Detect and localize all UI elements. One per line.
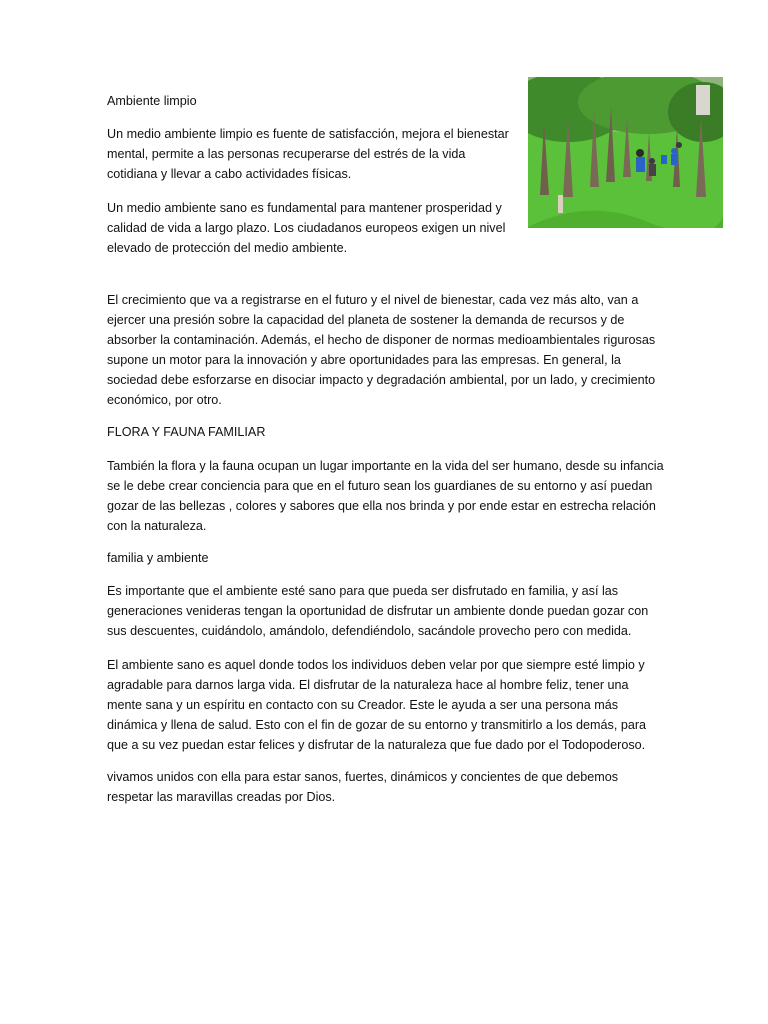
document-heading: Ambiente limpio <box>107 94 197 108</box>
intro-paragraph-2: Un medio ambiente sano es fundamental para mantener prosperidad y calidad de vida a largo plazo. Los ciudadanos europeos exigen un nivel elevado de protección del medio ambiente. <box>107 201 506 255</box>
flora-paragraph: También la flora y la fauna ocupan un lugar importante en la vida del ser humano, desde su infancia se le debe crear conciencia para que en el futuro sean los guardianes de su entorno y así puedan gozar de las bellezas , colores y sabores que ella nos brinda y por ende estar en estrecha relación con la naturaleza. <box>107 459 664 533</box>
family-paragraph-1: Es importante que el ambiente esté sano para que pueda ser disfrutado en familia, y así las generaciones venideras tengan la oportunidad de disfrutar un ambiente donde puedan gozar con sus descuentes, cuidándolo, amándolo, defendiéndolo, sacándole provecho pero con medida. <box>107 584 649 638</box>
family-paragraph-2: El ambiente sano es aquel donde todos los individuos deben velar por que siempre esté limpio y agradable para darnos larga vida. El disfrutar de la naturaleza hace al hombre feliz, tener una mente sana y un espíritu en contacto con su Creador. Este le ayuda a ser una persona más dinámica y llena de salud. Esto con el fin de gozar de su entorno y transmitirlo a los demás, para que a su vez puedan estar felices y disfrutar de la naturaleza que fue dado por el Todopoderoso. <box>107 658 647 752</box>
growth-paragraph: El crecimiento que va a registrarse en el futuro y el nivel de bienestar, cada vez más alto, van a ejercer una presión sobre la capacidad del planeta de sostener la demanda de recursos y de absorber la contaminación. Además, el hecho de disponer de normas medioambientales rigurosas supone un motor para la innovación y abre oportunidades para las empresas. En general, la sociedad debe esforzarse en disociar impacto y degradación ambiental, por un lado, y crecimiento económico, por otro. <box>107 293 656 407</box>
section-title-family: familia y ambiente <box>107 551 209 565</box>
section-title-flora: FLORA Y FAUNA FAMILIAR <box>107 425 266 439</box>
family-paragraph-3: vivamos unidos con ella para estar sanos, fuertes, dinámicos y concientes de que debemos respetar las maravillas creadas por Dios. <box>107 770 619 804</box>
park-cleanup-photo <box>528 77 723 228</box>
intro-paragraph-1: Un medio ambiente limpio es fuente de satisfacción, mejora el bienestar mental, permite a las personas recuperarse del estrés de la vida cotidiana y llevar a cabo actividades físicas. <box>107 127 509 181</box>
